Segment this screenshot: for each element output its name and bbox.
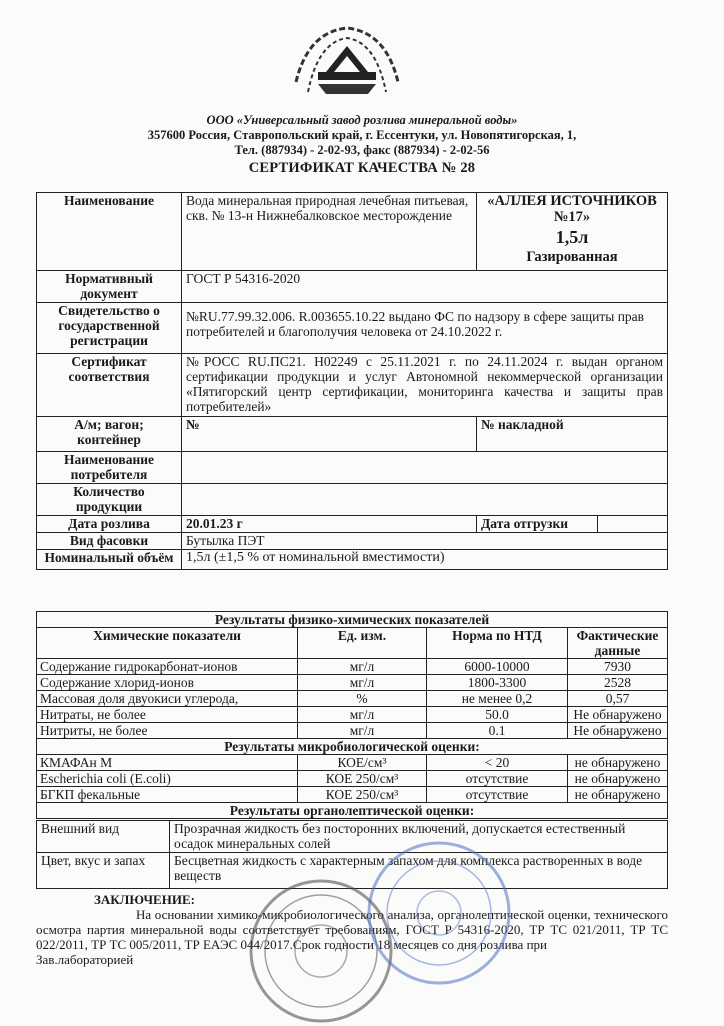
micro-unit: КОЕ 250/см³ (298, 771, 427, 787)
packaging-value: Бутылка ПЭТ (182, 533, 668, 550)
nominal-volume-value: 1,5л (±1,5 % от номинальной вместимости) (182, 550, 668, 570)
col-header-norm: Норма по НТД (427, 628, 568, 659)
organo-value: Бесцветная жидкость с характерным запахом для комплекса растворенных в воде веществ (170, 853, 668, 889)
table-row (37, 755, 668, 771)
micro-norm: отсутствие (427, 771, 568, 787)
indicator-norm: 50.0 (427, 707, 568, 723)
indicator-norm: 6000-10000 (427, 659, 568, 675)
certificate-value: №РОСС RU.ПС21. Н02249 с 25.11.2021 г. по 24.11.2024 г. выдан органом сертификации продукции и услуг Автономной некоммерческой организации «Пятигорский центр сертификации, мониторинга качества и защиты прав потребителей» (182, 354, 668, 417)
consumer-value (182, 452, 668, 484)
indicator-norm: не менее 0,2 (427, 691, 568, 707)
indicator-norm: 0.1 (427, 723, 568, 739)
indicator-unit: мг/л (298, 675, 427, 691)
table-row (37, 771, 668, 787)
bottling-date-value: 20.01.23 г (182, 516, 477, 533)
micro-name: КМАФАн М (37, 755, 298, 771)
micro-name: БГКП фекальные (37, 787, 298, 803)
indicator-name: Нитриты, не более (37, 723, 298, 739)
micro-actual: не обнаружено (568, 787, 668, 803)
organo-name: Внешний вид (37, 821, 170, 853)
micro-norm: < 20 (427, 755, 568, 771)
registration-label: Свидетельство о государственной регистрации (37, 303, 182, 354)
indicator-actual: 0,57 (568, 691, 668, 707)
micro-actual: не обнаружено (568, 771, 668, 787)
company-name: ООО «Универсальный завод розлива минеральной воды» (206, 113, 518, 127)
micro-actual: не обнаружено (568, 755, 668, 771)
product-info-table (36, 192, 668, 570)
organo-title: Результаты органолептической оценки: (37, 803, 668, 819)
indicator-name: Нитраты, не более (37, 707, 298, 723)
brand-cell (477, 193, 668, 271)
physchem-title: Результаты физико-химических показателей (37, 612, 668, 628)
registration-value: №RU.77.99.32.006. R.003655.10.22 выдано ФС по надзору в сфере защиты прав потребителей и благополучия человека от 24.10.2022 г. (182, 303, 668, 354)
certificate-title: СЕРТИФИКАТ КАЧЕСТВА № 28 (248, 160, 476, 176)
table-row (37, 821, 668, 853)
consumer-label: Наименование потребителя (37, 452, 182, 484)
invoice-number: № накладной (477, 417, 668, 452)
organo-value: Прозрачная жидкость без посторонних включений, допускается естественный осадок минеральных солей (170, 821, 668, 853)
micro-name: Escherichia coli (E.coli) (37, 771, 298, 787)
micro-norm: отсутствие (427, 787, 568, 803)
table-row (37, 691, 668, 707)
micro-title: Результаты микробиологической оценки: (37, 739, 668, 755)
col-header-indicator: Химические показатели (37, 628, 298, 659)
packaging-label: Вид фасовки (37, 533, 182, 550)
conclusion-heading: ЗАКЛЮЧЕНИЕ: (94, 892, 195, 907)
micro-unit: КОЕ/см³ (298, 755, 427, 771)
indicator-name: Массовая доля двуокиси углерода, (37, 691, 298, 707)
table-row (37, 723, 668, 739)
company-address: 357600 Россия, Ставропольский край, г. Ессентуки, ул. Новопятигорская, 1, (147, 128, 577, 142)
indicator-actual: 7930 (568, 659, 668, 675)
product-name-value: Вода минеральная природная лечебная питьевая, скв. № 13-н Нижнебалковское месторождение (182, 193, 477, 271)
indicator-unit: мг/л (298, 707, 427, 723)
table-row (37, 787, 668, 803)
quantity-value (182, 484, 668, 516)
norm-doc-value: ГОСТ Р 54316-2020 (182, 271, 668, 303)
conclusion-text: На основании химико-микробиологического анализа, органолептической оценки, технического осмотра партия минеральной воды соответствует требованиям, ГОСТ Р 54316-2020, ТР ТС 021/2011, ТР ТС 022/2011, ТР ТС 005/2011, ТР ЕАЭС 044/2017.Срок годности 18 месяцев со дня розлива при (36, 907, 668, 952)
conclusion-block (36, 892, 668, 967)
company-logo-icon (288, 22, 406, 104)
brand-volume: 1,5л (555, 227, 589, 247)
indicator-actual: Не обнаружено (568, 723, 668, 739)
micro-unit: КОЕ 250/см³ (298, 787, 427, 803)
col-header-unit: Ед. изм. (298, 628, 427, 659)
nominal-volume-label: Номинальный объём (37, 550, 182, 570)
brand-name: «АЛЛЕЯ ИСТОЧНИКОВ №17» (487, 193, 657, 225)
col-header-actual: Фактические данные (568, 628, 668, 659)
table-row (37, 659, 668, 675)
norm-doc-label: Нормативный документ (37, 271, 182, 303)
organoleptic-table (36, 820, 668, 889)
indicator-actual: Не обнаружено (568, 707, 668, 723)
table-row (37, 853, 668, 889)
bottling-date-label: Дата розлива (37, 516, 182, 533)
quantity-label: Количество продукции (37, 484, 182, 516)
indicator-unit: мг/л (298, 659, 427, 675)
shipment-date-label: Дата отгрузки (477, 516, 598, 533)
organo-name: Цвет, вкус и запах (37, 853, 170, 889)
product-name-label: Наименование (37, 193, 182, 271)
company-phone: Тел. (887934) - 2-02-93, факс (887934) - 2-02-56 (234, 143, 490, 157)
wagon-label: А/м; вагон; контейнер (37, 417, 182, 452)
indicator-actual: 2528 (568, 675, 668, 691)
wagon-number: № (182, 417, 477, 452)
lab-head-label: Зав.лабораторией (36, 952, 134, 967)
shipment-date-value (598, 516, 668, 533)
results-table (36, 611, 668, 819)
indicator-norm: 1800-3300 (427, 675, 568, 691)
certificate-label: Сертификат соответствия (37, 354, 182, 417)
indicator-name: Содержание хлорид-ионов (37, 675, 298, 691)
indicator-name: Содержание гидрокарбонат-ионов (37, 659, 298, 675)
table-row (37, 675, 668, 691)
indicator-unit: % (298, 691, 427, 707)
indicator-unit: мг/л (298, 723, 427, 739)
table-row (37, 707, 668, 723)
brand-type: Газированная (526, 249, 618, 265)
